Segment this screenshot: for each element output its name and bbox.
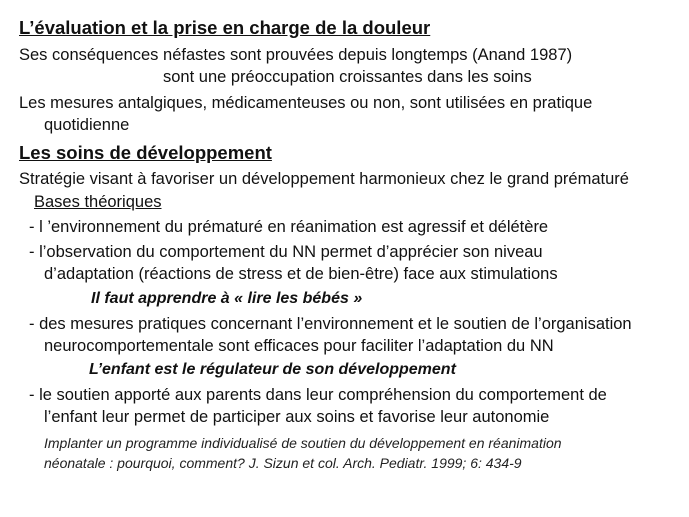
list-item-parent-support-line2: l’enfant leur permet de participer aux soins et favorise leur autonomie (44, 408, 550, 426)
list-item-parent-support-line1: - le soutien apporté aux parents dans leur compréhension du comportement de (29, 386, 607, 404)
reference-citation-line2: néonatale : pourquoi, comment? J. Sizun et col. Arch. Pediatr. 1999; 6: 434-9 (44, 455, 522, 471)
list-item-environment: - l ’environnement du prématuré en réanimation est agressif et délétère (29, 218, 549, 236)
list-item-observation-line2: d’adaptation (réactions de stress et de bien-être) face aux stimulations (44, 265, 558, 283)
list-item-observation-line1: - l’observation du comportement du NN permet d’apprécier son niveau (29, 243, 543, 261)
heading-developmental-care: Les soins de développement (19, 142, 272, 163)
list-item-practical-measures-line2: neurocomportementale sont efficaces pour faciliter l’adaptation du NN (44, 337, 554, 355)
paragraph-consequences-line1: Ses conséquences néfastes sont prouvées depuis longtemps (Anand 1987) (19, 46, 573, 64)
bases-heading: Bases théoriques (34, 193, 162, 211)
heading-pain-evaluation: L’évaluation et la prise en charge de la douleur (19, 17, 431, 38)
emphasis-read-babies: Il faut apprendre à « lire les bébés » (91, 290, 363, 307)
list-item-practical-measures-line1: - des mesures pratiques concernant l’environnement et le soutien de l’organisation (29, 315, 632, 333)
paragraph-analgesic-line2: quotidienne (44, 116, 130, 134)
paragraph-analgesic-line1: Les mesures antalgiques, médicamenteuses ou non, sont utilisées en pratique (19, 94, 593, 112)
strategy-text: Stratégie visant à favoriser un développement harmonieux chez le grand prématuré (19, 170, 629, 188)
paragraph-consequences-line2: sont une préoccupation croissantes dans les soins (163, 68, 532, 86)
emphasis-child-regulator: L’enfant est le régulateur de son développement (89, 361, 456, 378)
reference-citation-line1: Implanter un programme individualisé de soutien du développement en réanimation (44, 435, 562, 451)
